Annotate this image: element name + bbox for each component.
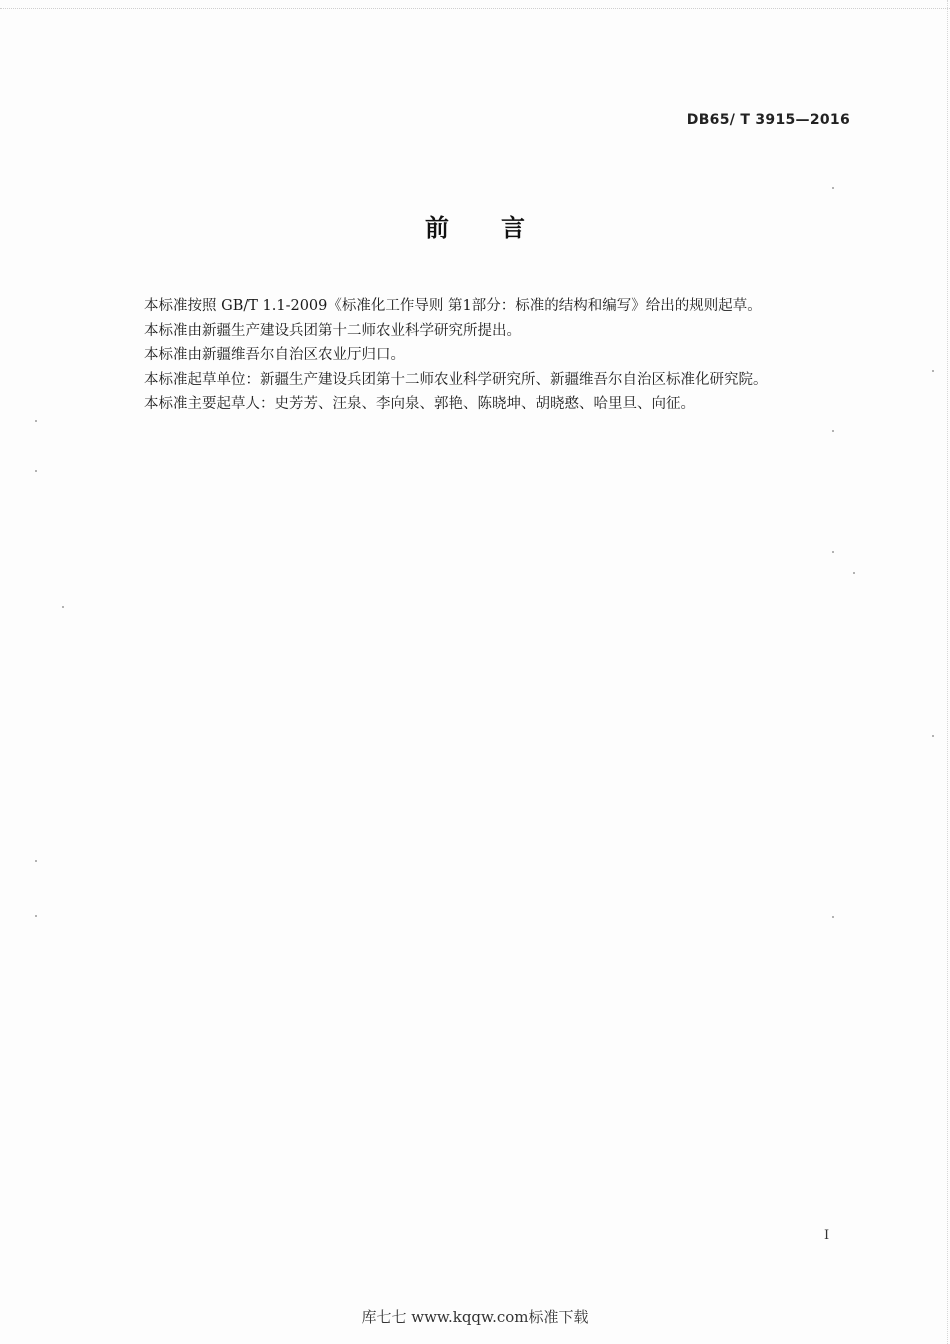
scan-speck bbox=[832, 187, 834, 189]
standard-code: DB65/ T 3915—2016 bbox=[686, 112, 850, 128]
footer-watermark: 库七七 www.kqqw.com标准下载 bbox=[361, 1308, 589, 1326]
foreword-paragraph: 本标准按照 GB/T 1.1-2009《标准化工作导则 第1部分：标准的结构和编写》给出的规则起草。 bbox=[144, 298, 762, 314]
scan-speck bbox=[932, 735, 934, 737]
scan-speck bbox=[62, 606, 64, 608]
scan-top-border bbox=[0, 0, 950, 9]
scan-speck bbox=[853, 572, 855, 574]
page-title: 前言 bbox=[425, 214, 577, 242]
foreword-paragraph: 本标准由新疆生产建设兵团第十二师农业科学研究所提出。 bbox=[144, 322, 521, 339]
scan-speck bbox=[35, 420, 37, 422]
scan-speck bbox=[35, 915, 37, 917]
page-number: I bbox=[824, 1228, 830, 1243]
foreword-paragraph: 本标准主要起草人：史芳芳、汪泉、李向泉、郭艳、陈晓坤、胡晓憨、哈里旦、向征。 bbox=[144, 396, 695, 412]
scan-speck bbox=[832, 916, 834, 918]
scan-speck bbox=[832, 551, 834, 553]
scan-speck bbox=[35, 470, 37, 472]
foreword-body bbox=[144, 294, 864, 417]
scan-speck bbox=[35, 860, 37, 862]
foreword-paragraph: 本标准由新疆维吾尔自治区农业厅归口。 bbox=[144, 347, 405, 363]
scan-speck bbox=[832, 430, 834, 432]
scan-speck bbox=[932, 370, 934, 372]
foreword-paragraph: 本标准起草单位：新疆生产建设兵团第十二师农业科学研究所、新疆维吾尔自治区标准化研究院。 bbox=[144, 371, 768, 388]
scan-right-edge bbox=[946, 0, 948, 1344]
